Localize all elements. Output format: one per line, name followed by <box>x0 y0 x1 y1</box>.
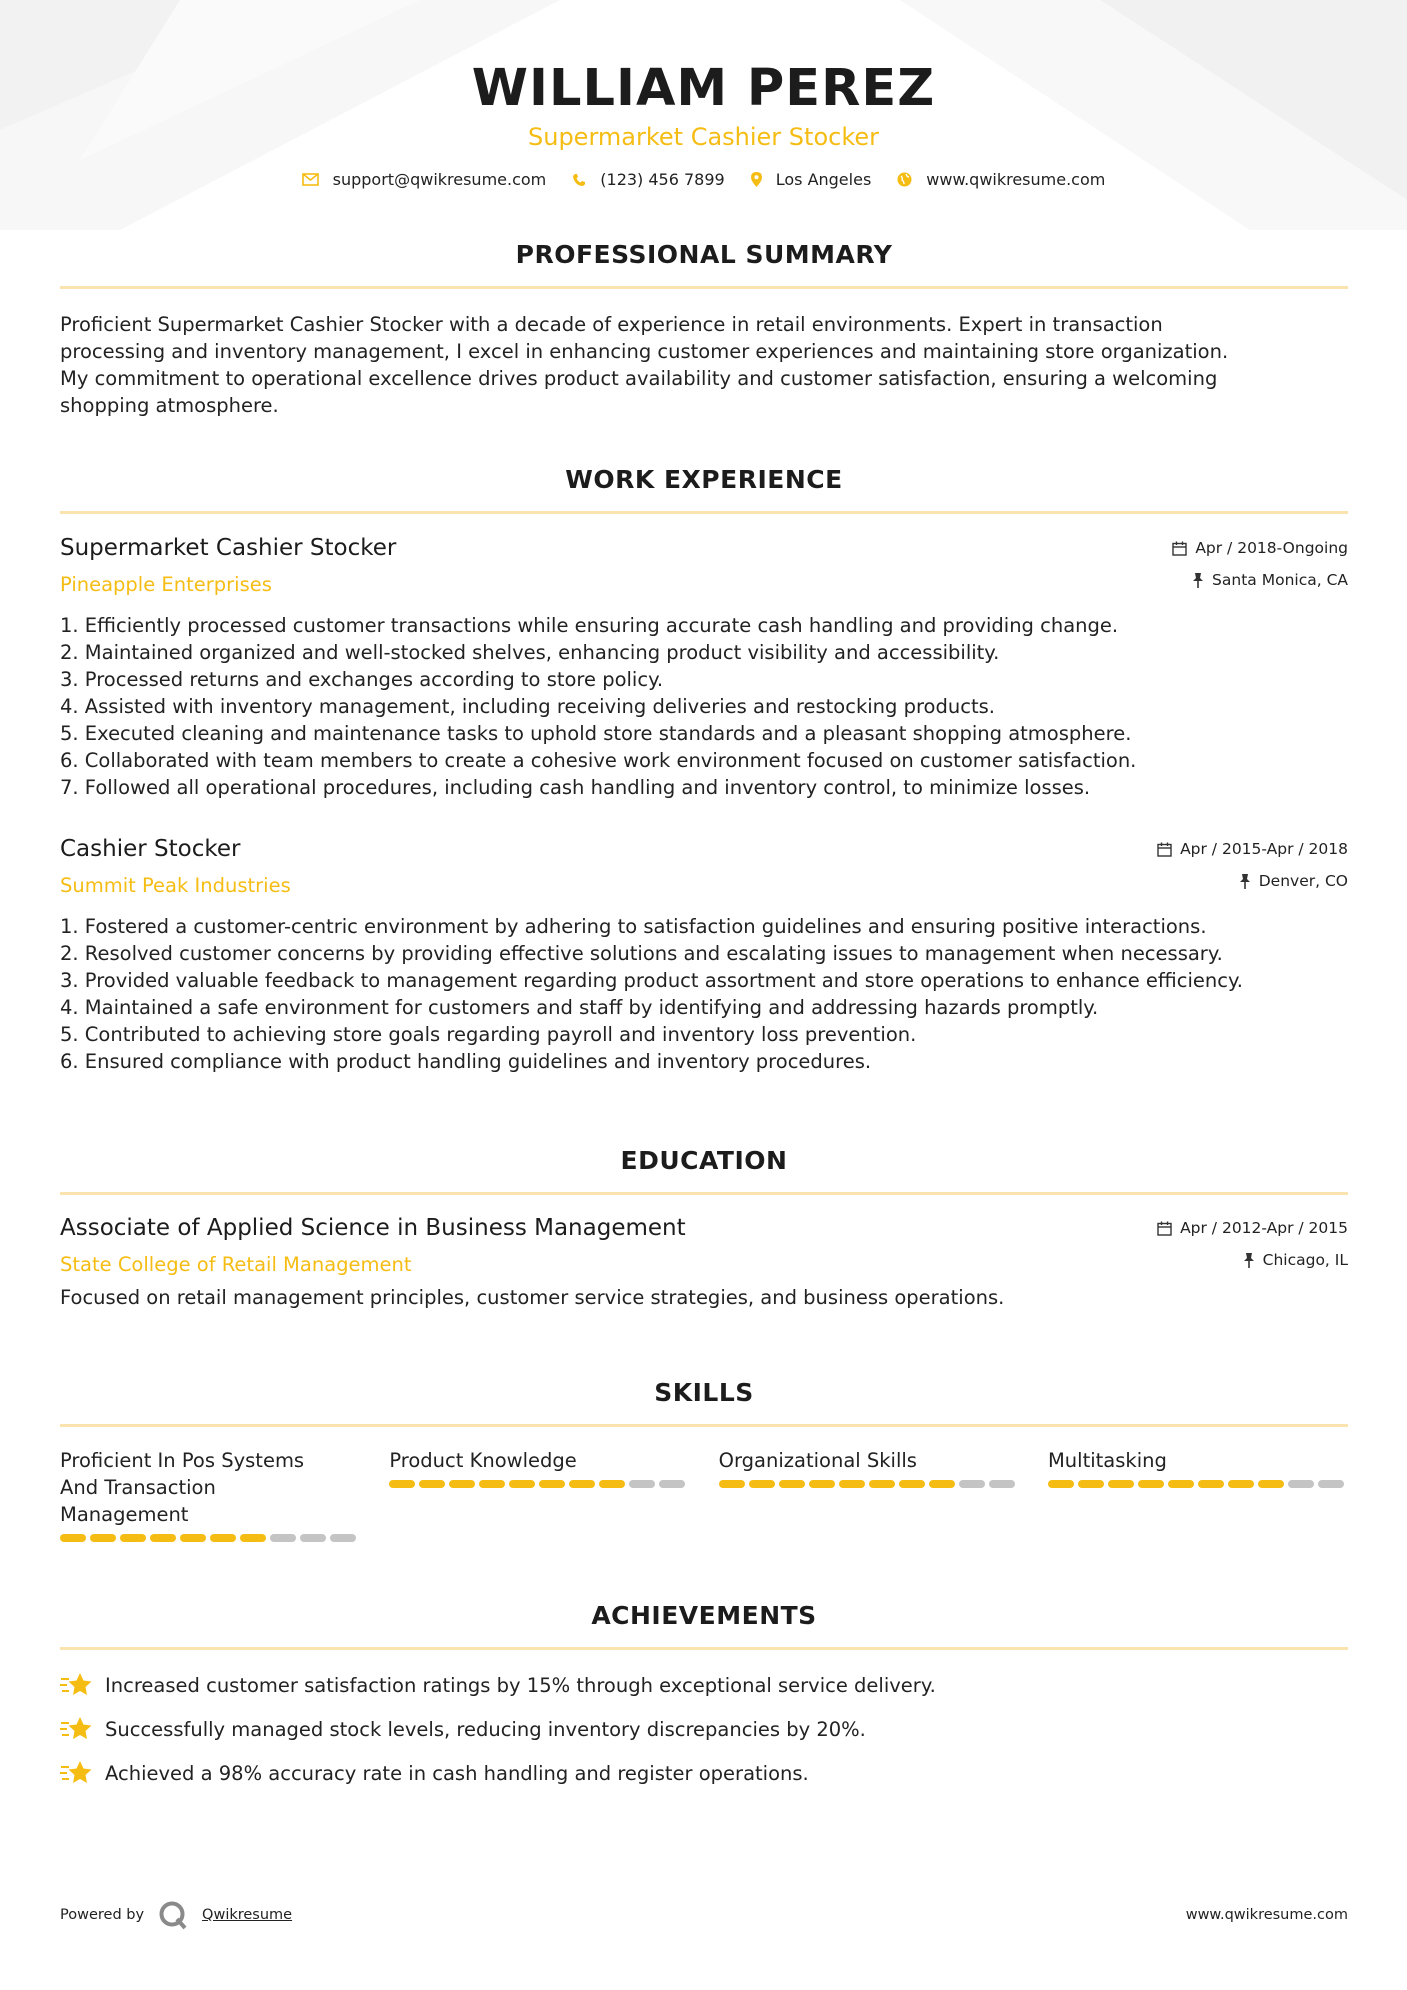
education-entry <box>60 1213 1348 1311</box>
summary-section-heading <box>60 238 1348 289</box>
website-text: www.qwikresume.com <box>926 170 1106 189</box>
skill-dot-filled <box>60 1534 86 1542</box>
skill-dot-empty <box>270 1534 296 1542</box>
job-bullet: 6. Ensured compliance with product handling guidelines and inventory procedures. <box>60 1050 872 1073</box>
skill-dot-filled <box>150 1534 176 1542</box>
pushpin-icon <box>1239 874 1251 889</box>
job-bullet: 4. Maintained a safe environment for customers and staff by identifying and addressing hazards promptly. <box>60 996 1099 1019</box>
skill-dot-filled <box>749 1480 775 1488</box>
achievement-item <box>60 1707 1348 1751</box>
achievement-text: Achieved a 98% accuracy rate in cash handling and register operations. <box>105 1761 809 1785</box>
phone-icon <box>572 173 586 187</box>
phone-text: (123) 456 7899 <box>600 170 725 189</box>
skill-dot-filled <box>569 1480 595 1488</box>
job-title: Supermarket Cashier Stocker <box>60 535 397 561</box>
candidate-name: WILLIAM PEREZ <box>471 59 936 118</box>
skill-dot-filled <box>1198 1480 1224 1488</box>
email-text: support@qwikresume.com <box>332 170 547 189</box>
job-title: Cashier Stocker <box>60 836 241 862</box>
job-company: Pineapple Enterprises <box>60 573 272 596</box>
location-text: Los Angeles <box>775 170 872 189</box>
skill-dot-filled <box>210 1534 236 1542</box>
skill-name-line: And Transaction <box>60 1476 216 1499</box>
achievement-item <box>60 1663 1348 1707</box>
skill-name <box>719 1447 1019 1474</box>
skill-dot-filled <box>1078 1480 1104 1488</box>
skill-name <box>389 1447 689 1474</box>
resume-header <box>0 58 1407 189</box>
summary-line: My commitment to operational excellence drives product availability and customer satisfaction, ensuring a welcoming <box>60 367 1218 390</box>
job-bullet: 1. Fostered a customer-centric environment by adhering to satisfaction guidelines and ensuring positive interactions. <box>60 915 1207 938</box>
skill-dot-empty <box>629 1480 655 1488</box>
achievements-section-heading <box>60 1599 1348 1650</box>
skill-dot-filled <box>449 1480 475 1488</box>
education-location <box>1157 1249 1348 1271</box>
skill-dot-filled <box>509 1480 535 1488</box>
job-bullet: 3. Processed returns and exchanges according to store policy. <box>60 668 664 691</box>
skill-dot-filled <box>539 1480 565 1488</box>
candidate-title: Supermarket Cashier Stocker <box>528 123 879 151</box>
job-company: Summit Peak Industries <box>60 874 291 897</box>
education-meta <box>1157 1217 1348 1271</box>
skill-item <box>1048 1447 1348 1542</box>
skill-name-line: Management <box>60 1503 189 1526</box>
skill-rating <box>719 1480 1019 1488</box>
qwikresume-logo-icon <box>158 1900 188 1930</box>
job-bullet: 1. Efficiently processed customer transactions while ensuring accurate cash handling and providing change. <box>60 614 1119 637</box>
achievement-item <box>60 1751 1348 1795</box>
section-divider <box>60 1192 1348 1195</box>
skill-rating <box>1048 1480 1348 1488</box>
contact-website[interactable] <box>897 170 1105 189</box>
job-bullets <box>60 612 1348 801</box>
section-divider <box>60 286 1348 289</box>
skill-dot-filled <box>1138 1480 1164 1488</box>
skill-dot-filled <box>599 1480 625 1488</box>
section-divider <box>60 511 1348 514</box>
job-meta <box>1172 537 1348 591</box>
skill-dot-filled <box>779 1480 805 1488</box>
skill-dot-filled <box>869 1480 895 1488</box>
skill-dot-filled <box>899 1480 925 1488</box>
contact-phone[interactable] <box>572 170 724 189</box>
job-date <box>1172 537 1348 559</box>
page-footer <box>60 1900 1348 1930</box>
education-date <box>1157 1217 1348 1239</box>
job-bullet: 7. Followed all operational procedures, including cash handling and inventory control, to minimize losses. <box>60 776 1091 799</box>
achievement-text: Increased customer satisfaction ratings by 15% through exceptional service delivery. <box>105 1673 936 1697</box>
job-bullet: 5. Executed cleaning and maintenance tasks to uphold store standards and a pleasant shopping atmosphere. <box>60 722 1132 745</box>
job-entry <box>60 533 1348 801</box>
skill-dot-filled <box>1228 1480 1254 1488</box>
summary-line: processing and inventory management, I excel in enhancing customer experiences and maintaining store organization. <box>60 340 1229 363</box>
skill-item <box>389 1447 689 1542</box>
star-icon <box>60 1760 93 1786</box>
education-section-heading <box>60 1144 1348 1195</box>
job-date-text: Apr / 2015-Apr / 2018 <box>1180 840 1348 858</box>
school-name: State College of Retail Management <box>60 1253 412 1276</box>
contact-location <box>751 170 872 189</box>
education-location-text: Chicago, IL <box>1262 1251 1348 1269</box>
skill-dot-filled <box>90 1534 116 1542</box>
pushpin-icon <box>1192 573 1204 588</box>
skill-name-line: Product Knowledge <box>389 1449 577 1472</box>
job-bullet: 2. Resolved customer concerns by providing effective solutions and escalating issues to management when necessary. <box>60 942 1223 965</box>
star-icon <box>60 1672 93 1698</box>
skill-dot-filled <box>120 1534 146 1542</box>
summary-heading: PROFESSIONAL SUMMARY <box>515 240 893 269</box>
skills-section-heading <box>60 1376 1348 1427</box>
achievement-text: Successfully managed stock levels, reducing inventory discrepancies by 20%. <box>105 1717 866 1741</box>
skill-dot-filled <box>1258 1480 1284 1488</box>
achievements-heading: ACHIEVEMENTS <box>591 1601 817 1630</box>
skill-dot-empty <box>1288 1480 1314 1488</box>
education-heading: EDUCATION <box>620 1146 788 1175</box>
summary-line: Proficient Supermarket Cashier Stocker with a decade of experience in retail environments. Expert in transaction <box>60 313 1163 336</box>
pushpin-icon <box>1243 1253 1255 1268</box>
job-bullet: 2. Maintained organized and well-stocked shelves, enhancing product visibility and accessibility. <box>60 641 1000 664</box>
job-date-text: Apr / 2018-Ongoing <box>1195 539 1348 557</box>
job-bullet: 3. Provided valuable feedback to management regarding product assortment and store operations to enhance efficiency. <box>60 969 1243 992</box>
section-divider <box>60 1424 1348 1427</box>
contact-bar <box>0 170 1407 189</box>
degree-title: Associate of Applied Science in Business Management <box>60 1215 686 1241</box>
envelope-icon <box>302 173 319 186</box>
skill-dot-empty <box>1318 1480 1344 1488</box>
section-divider <box>60 1647 1348 1650</box>
skill-dot-filled <box>389 1480 415 1488</box>
skill-dot-empty <box>989 1480 1015 1488</box>
skill-item <box>60 1447 360 1542</box>
education-date-text: Apr / 2012-Apr / 2015 <box>1180 1219 1348 1237</box>
skill-dot-filled <box>929 1480 955 1488</box>
skill-rating <box>60 1534 360 1542</box>
experience-heading: WORK EXPERIENCE <box>565 465 843 494</box>
skill-dot-filled <box>180 1534 206 1542</box>
job-bullet: 5. Contributed to achieving store goals regarding payroll and inventory loss prevention. <box>60 1023 917 1046</box>
skill-name-line: Organizational Skills <box>718 1449 917 1472</box>
job-location-text: Denver, CO <box>1258 872 1348 890</box>
map-pin-icon <box>751 172 762 187</box>
job-bullet: 4. Assisted with inventory management, including receiving deliveries and restocking products. <box>60 695 995 718</box>
calendar-icon <box>1157 1221 1172 1236</box>
skill-dot-empty <box>330 1534 356 1542</box>
job-entry <box>60 834 1348 1075</box>
skill-dot-empty <box>300 1534 326 1542</box>
skill-dot-filled <box>839 1480 865 1488</box>
experience-section-heading <box>60 463 1348 514</box>
skills-heading: SKILLS <box>654 1378 754 1407</box>
footer-website-link[interactable]: www.qwikresume.com <box>1185 1907 1348 1923</box>
skill-name-line: Proficient In Pos Systems <box>60 1449 305 1472</box>
skill-rating <box>389 1480 689 1488</box>
summary-text <box>60 311 1350 419</box>
contact-email[interactable] <box>302 170 547 189</box>
skill-dot-filled <box>1108 1480 1134 1488</box>
job-bullets <box>60 913 1348 1075</box>
star-icon <box>60 1716 93 1742</box>
skill-dot-filled <box>1048 1480 1074 1488</box>
powered-by <box>60 1900 292 1930</box>
skill-dot-filled <box>1168 1480 1194 1488</box>
skill-item <box>719 1447 1019 1542</box>
job-location <box>1157 870 1348 892</box>
skill-name-line: Multitasking <box>1047 1449 1167 1472</box>
job-bullet: 6. Collaborated with team members to create a cohesive work environment focused on customer satisfaction. <box>60 749 1137 772</box>
skill-dot-filled <box>419 1480 445 1488</box>
job-meta <box>1157 838 1348 892</box>
skill-dot-empty <box>959 1480 985 1488</box>
education-description: Focused on retail management principles, customer service strategies, and business operations. <box>60 1286 1005 1309</box>
calendar-icon <box>1172 541 1187 556</box>
powered-by-label: Powered by <box>60 1907 145 1923</box>
globe-icon <box>897 172 912 187</box>
brand-link[interactable]: Qwikresume <box>202 1907 293 1923</box>
job-location <box>1172 569 1348 591</box>
skill-name <box>60 1447 360 1528</box>
job-date <box>1157 838 1348 860</box>
calendar-icon <box>1157 842 1172 857</box>
skills-grid <box>60 1447 1348 1542</box>
skill-dot-filled <box>240 1534 266 1542</box>
skill-dot-filled <box>809 1480 835 1488</box>
job-location-text: Santa Monica, CA <box>1212 571 1348 589</box>
skill-dot-filled <box>479 1480 505 1488</box>
skill-dot-empty <box>659 1480 685 1488</box>
skill-name <box>1048 1447 1348 1474</box>
summary-line: shopping atmosphere. <box>60 394 279 417</box>
skill-dot-filled <box>719 1480 745 1488</box>
achievements-list <box>60 1663 1348 1795</box>
